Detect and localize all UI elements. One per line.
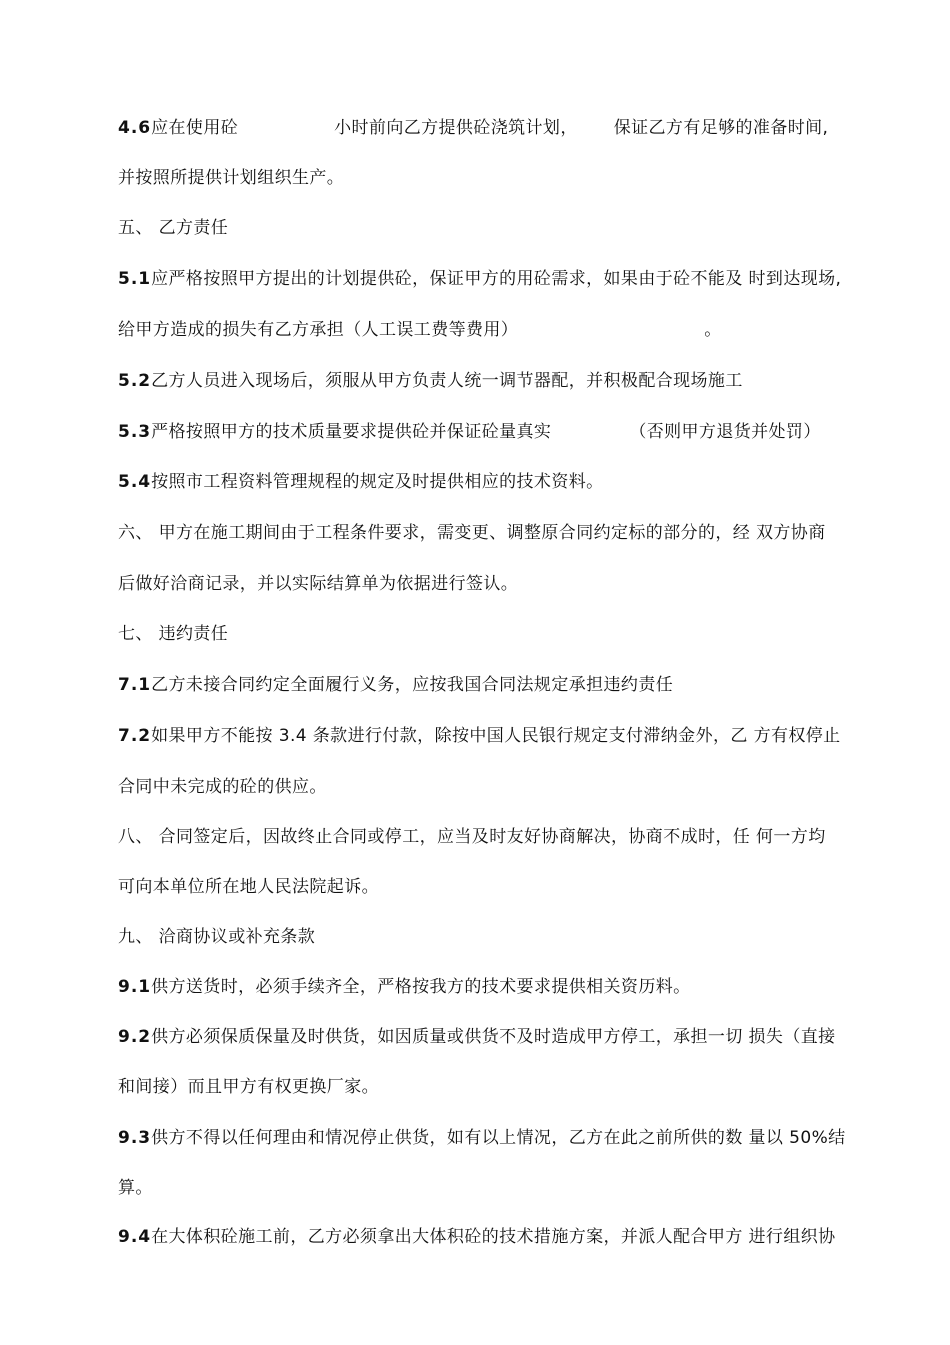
clause-number: 9.3 [118, 1128, 152, 1148]
clause-text: 保证乙方有足够的准备时间, [613, 118, 829, 138]
section-heading: 七、 违约责任 [118, 624, 229, 644]
clause-text: 严格按照甲方的技术质量要求提供砼并保证砼量真实 [151, 422, 552, 442]
clause-text: 在大体积砼施工前，乙方必须拿出大体积砼的技术措施方案，并派人配合甲方 进行组织协 [151, 1227, 836, 1247]
section-heading: 九、 洽商协议或补充条款 [118, 927, 316, 947]
paragraph-line: 和间接）而且甲方有权更换厂家。 [118, 1077, 379, 1097]
section-heading: 五、 乙方责任 [118, 218, 229, 238]
paragraph-line: 后做好洽商记录，并以实际结算单为依据进行签认。 [118, 574, 519, 594]
clause-text: 乙方未接合同约定全面履行义务，应按我国合同法规定承担违约责任 [151, 675, 674, 695]
clause-number: 7.1 [118, 675, 152, 695]
clause-text: 给甲方造成的损失有乙方承担（人工误工费等费用） [118, 320, 519, 340]
clause-text: 乙方人员进入现场后，须服从甲方负责人统一调节器配，并积极配合现场施工 [151, 371, 743, 391]
clause-text: 按照市工程资料管理规程的规定及时提供相应的技术资料。 [151, 472, 604, 492]
clause-9-2 [118, 1026, 890, 1048]
clause-text: 应严格按照甲方提出的计划提供砼，保证甲方的用砼需求，如果由于砼不能及 时到达现场, [151, 269, 842, 289]
clause-5-4 [118, 471, 890, 493]
clause-5-2 [118, 370, 890, 392]
clause-text: 供方必须保质保量及时供货，如因质量或供货不及时造成甲方停工，承担一切 损失（直接 [151, 1027, 836, 1047]
clause-number: 9.2 [118, 1027, 152, 1047]
clause-text: 小时前向乙方提供砼浇筑计划， [334, 118, 578, 138]
clause-4-6 [118, 117, 890, 139]
clause-5-3 [118, 421, 890, 443]
clause-7-2 [118, 725, 890, 747]
clause-9-3 [118, 1127, 890, 1149]
section-heading: 八、 合同签定后，因故终止合同或停工，应当及时友好协商解决，协商不成时，任 何一方均 [118, 827, 826, 847]
clause-number: 9.1 [118, 977, 152, 997]
clause-text: （否则甲方退货并处罚） [629, 422, 821, 442]
clause-9-1 [118, 976, 890, 998]
clause-text: 供方不得以任何理由和情况停止供货，如有以上情况，乙方在此之前所供的数 量以 50%结 [151, 1128, 846, 1148]
clause-number: 9.4 [118, 1227, 152, 1247]
paragraph-line: 可向本单位所在地人民法院起诉。 [118, 877, 379, 897]
section-heading: 六、 甲方在施工期间由于工程条件要求，需变更、调整原合同约定标的部分的，经 双方协商 [118, 523, 826, 543]
clause-text: 如果甲方不能按 3.4 条款进行付款，除按中国人民银行规定支付滞纳金外，乙 方有权停止 [151, 726, 841, 746]
paragraph-line [118, 319, 890, 341]
clause-number: 5.3 [118, 422, 152, 442]
clause-7-1 [118, 674, 890, 696]
clause-number: 5.4 [118, 472, 152, 492]
clause-number: 7.2 [118, 726, 152, 746]
paragraph-line: 算。 [118, 1178, 153, 1198]
clause-text: 供方送货时，必须手续齐全，严格按我方的技术要求提供相关资历料。 [151, 977, 691, 997]
paragraph-line: 并按照所提供计划组织生产。 [118, 168, 345, 188]
clause-5-1 [118, 268, 890, 290]
clause-number: 4.6 [118, 118, 152, 138]
clause-text: 。 [704, 320, 722, 340]
paragraph-line: 合同中未完成的砼的供应。 [118, 777, 327, 797]
clause-number: 5.2 [118, 371, 152, 391]
clause-9-4 [118, 1226, 890, 1248]
clause-text: 应在使用砼 [151, 118, 239, 138]
clause-number: 5.1 [118, 269, 152, 289]
